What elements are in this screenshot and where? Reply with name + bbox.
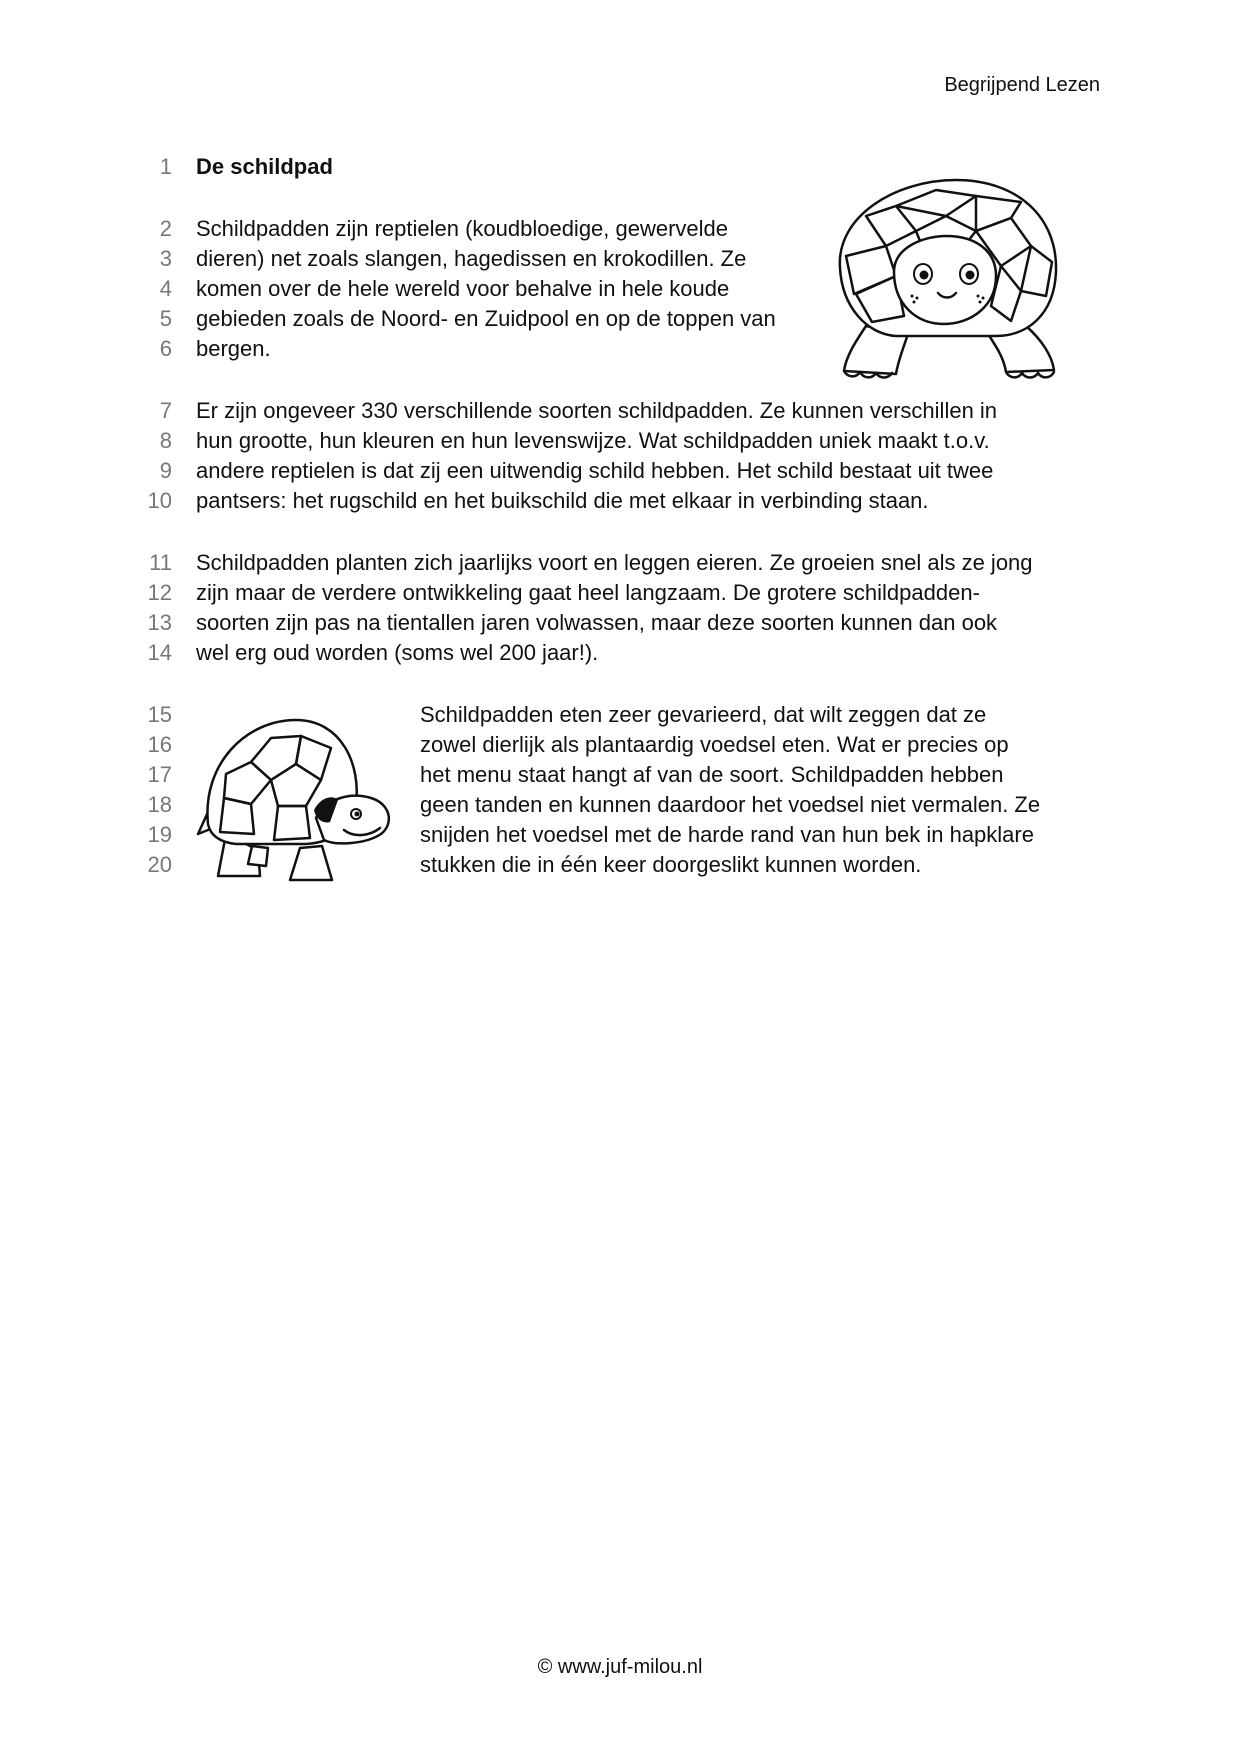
line-number: 20 [147, 852, 172, 877]
line-text: pantsers: het rugschild en het buikschild die met elkaar in verbinding staan. [196, 488, 929, 513]
line-text: snijden het voedsel met de harde rand van hun bek in hapklare [420, 822, 1034, 847]
line-number: 4 [159, 276, 172, 301]
line-number: 10 [147, 488, 172, 513]
line-text: Schildpadden zijn reptielen (koudbloedige, gewervelde [196, 216, 729, 241]
line-number: 7 [159, 398, 172, 423]
line-number: 17 [147, 762, 172, 787]
line-text: zijn maar de verdere ontwikkeling gaat heel langzaam. De grotere schildpadden- [196, 580, 980, 605]
line-text: het menu staat hangt af van de soort. Schildpadden hebben [420, 762, 1004, 787]
line-text: andere reptielen is dat zij een uitwendig schild hebben. Het schild bestaat uit twee [196, 458, 994, 483]
line-text: zowel dierlijk als plantaardig voedsel eten. Wat er precies op [420, 732, 1009, 757]
turtle-illustration [826, 176, 1060, 386]
line-text: bergen. [196, 336, 271, 361]
line-text: hun grootte, hun kleuren en hun levenswijze. Wat schildpadden uniek maakt t.o.v. [196, 428, 990, 453]
line-text: geen tanden en kunnen daardoor het voedsel niet vermalen. Ze [420, 792, 1041, 817]
document-header: Begrijpend Lezen [944, 74, 1100, 96]
line-text: stukken die in één keer doorgeslikt kunnen worden. [420, 852, 922, 877]
line-text: dieren) net zoals slangen, hagedissen en krokodillen. Ze [196, 246, 747, 271]
line-number: 9 [159, 458, 172, 483]
line-text: Er zijn ongeveer 330 verschillende soorten schildpadden. Ze kunnen verschillen in [196, 398, 998, 423]
line-number: 8 [159, 428, 172, 453]
line-number: 5 [159, 306, 172, 331]
turtle-drawing-icon [826, 176, 1060, 386]
line-number: 13 [147, 610, 172, 635]
line-text: komen over de hele wereld voor behalve in hele koude [196, 276, 730, 301]
line-number: 19 [147, 822, 172, 847]
line-number: 3 [159, 246, 172, 271]
line-number: 12 [147, 580, 172, 605]
line-number: 1 [159, 154, 172, 179]
turtle-drawing-icon [196, 714, 396, 886]
line-number: 15 [147, 702, 172, 727]
line-number: 14 [147, 640, 172, 665]
line-text: Schildpadden planten zich jaarlijks voort en leggen eieren. Ze groeien snel als ze jong [196, 550, 1033, 575]
line-text: soorten zijn pas na tientallen jaren volwassen, maar deze soorten kunnen dan ook [196, 610, 998, 635]
line-text: gebieden zoals de Noord- en Zuidpool en op de toppen van [196, 306, 776, 331]
document-title: De schildpad [196, 154, 333, 179]
turtle-illustration [196, 714, 396, 886]
line-number: 6 [159, 336, 172, 361]
line-number: 11 [149, 550, 172, 575]
line-number: 2 [159, 216, 172, 241]
line-text: Schildpadden eten zeer gevarieerd, dat wilt zeggen dat ze [420, 702, 987, 727]
copyright-footer: © www.juf-milou.nl [537, 1656, 703, 1678]
line-number: 18 [147, 792, 172, 817]
line-text: wel erg oud worden (soms wel 200 jaar!). [196, 640, 599, 665]
line-number: 16 [147, 732, 172, 757]
